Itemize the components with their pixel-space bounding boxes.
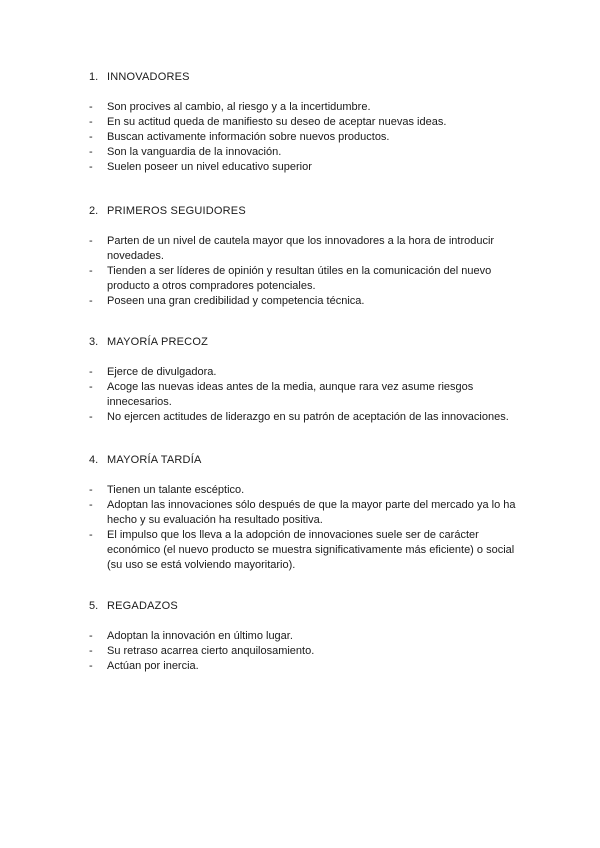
list-item-text: El impulso que los lleva a la adopción de innovaciones suele ser de carácter económico (el nuevo producto se muestra significativamente más eficiente) o social (su uso se está volviendo mayoritario).: [107, 529, 515, 571]
section-mayoria-tardia: [89, 453, 529, 573]
section-mayoria-precoz: [89, 335, 529, 425]
list-item: [89, 629, 529, 644]
bullet-dash: -: [89, 660, 93, 672]
list-item: [89, 483, 529, 498]
list-item-text: Adoptan la innovación en último lugar.: [107, 630, 293, 642]
list-item: [89, 234, 529, 264]
section-regadazos: [89, 599, 529, 674]
section-number: 2.: [89, 205, 99, 217]
bullet-list: [89, 483, 529, 573]
list-item: [89, 380, 529, 410]
list-item: [89, 410, 529, 425]
bullet-dash: -: [89, 484, 93, 496]
section-heading: [89, 204, 529, 219]
bullet-list: [89, 365, 529, 425]
list-item-text: Tienden a ser líderes de opinión y resultan útiles en la comunicación del nuevo producto a otros compradores potenciales.: [107, 265, 492, 292]
section-innovadores: [89, 70, 529, 175]
section-number: 1.: [89, 71, 99, 83]
section-primeros-seguidores: [89, 204, 529, 309]
list-item-text: Adoptan las innovaciones sólo después de que la mayor parte del mercado ya lo ha hecho y su evaluación ha resultado positiva.: [107, 499, 516, 526]
bullet-list: [89, 100, 529, 175]
list-item: [89, 115, 529, 130]
section-number: 3.: [89, 336, 99, 348]
list-item-text: Su retraso acarrea cierto anquilosamiento.: [107, 645, 315, 657]
list-item-text: Buscan activamente información sobre nuevos productos.: [107, 131, 390, 143]
bullet-dash: -: [89, 630, 93, 642]
list-item: [89, 644, 529, 659]
bullet-dash: -: [89, 265, 93, 277]
section-heading: [89, 599, 529, 614]
bullet-dash: -: [89, 146, 93, 158]
list-item-text: Acoge las nuevas ideas antes de la media, aunque rara vez asume riesgos innecesarios.: [107, 381, 474, 408]
bullet-dash: -: [89, 131, 93, 143]
list-item: [89, 100, 529, 115]
section-number: 4.: [89, 454, 99, 466]
section-heading: [89, 70, 529, 85]
bullet-dash: -: [89, 645, 93, 657]
section-title: MAYORÍA PRECOZ: [107, 336, 208, 348]
bullet-dash: -: [89, 235, 93, 247]
list-item-text: Actúan por inercia.: [107, 660, 199, 672]
list-item-text: En su actitud queda de manifiesto su deseo de aceptar nuevas ideas.: [107, 116, 447, 128]
bullet-dash: -: [89, 116, 93, 128]
list-item-text: Poseen una gran credibilidad y competencia técnica.: [107, 295, 365, 307]
bullet-dash: -: [89, 295, 93, 307]
list-item: [89, 498, 529, 528]
list-item: [89, 160, 529, 175]
bullet-list: [89, 234, 529, 309]
list-item: [89, 528, 529, 573]
list-item-text: No ejercen actitudes de liderazgo en su patrón de aceptación de las innovaciones.: [107, 411, 509, 423]
list-item-text: Tienen un talante escéptico.: [107, 484, 245, 496]
bullet-dash: -: [89, 101, 93, 113]
list-item-text: Son la vanguardia de la innovación.: [107, 146, 282, 158]
list-item-text: Ejerce de divulgadora.: [107, 366, 217, 378]
list-item-text: Parten de un nivel de cautela mayor que los innovadores a la hora de introducir novedades.: [107, 235, 495, 262]
section-title: INNOVADORES: [107, 71, 190, 83]
bullet-dash: -: [89, 161, 93, 173]
list-item-text: Suelen poseer un nivel educativo superior: [107, 161, 312, 173]
list-item: [89, 145, 529, 160]
section-heading: [89, 453, 529, 468]
list-item-text: Son procives al cambio, al riesgo y a la incertidumbre.: [107, 101, 371, 113]
bullet-dash: -: [89, 381, 93, 393]
list-item: [89, 294, 529, 309]
list-item: [89, 659, 529, 674]
bullet-dash: -: [89, 499, 93, 511]
list-item: [89, 365, 529, 380]
section-heading: [89, 335, 529, 350]
bullet-list: [89, 629, 529, 674]
section-number: 5.: [89, 600, 99, 612]
bullet-dash: -: [89, 411, 93, 423]
list-item: [89, 264, 529, 294]
section-title: REGADAZOS: [107, 600, 178, 612]
section-title: MAYORÍA TARDÍA: [107, 454, 202, 466]
list-item: [89, 130, 529, 145]
bullet-dash: -: [89, 529, 93, 541]
section-title: PRIMEROS SEGUIDORES: [107, 205, 246, 217]
bullet-dash: -: [89, 366, 93, 378]
